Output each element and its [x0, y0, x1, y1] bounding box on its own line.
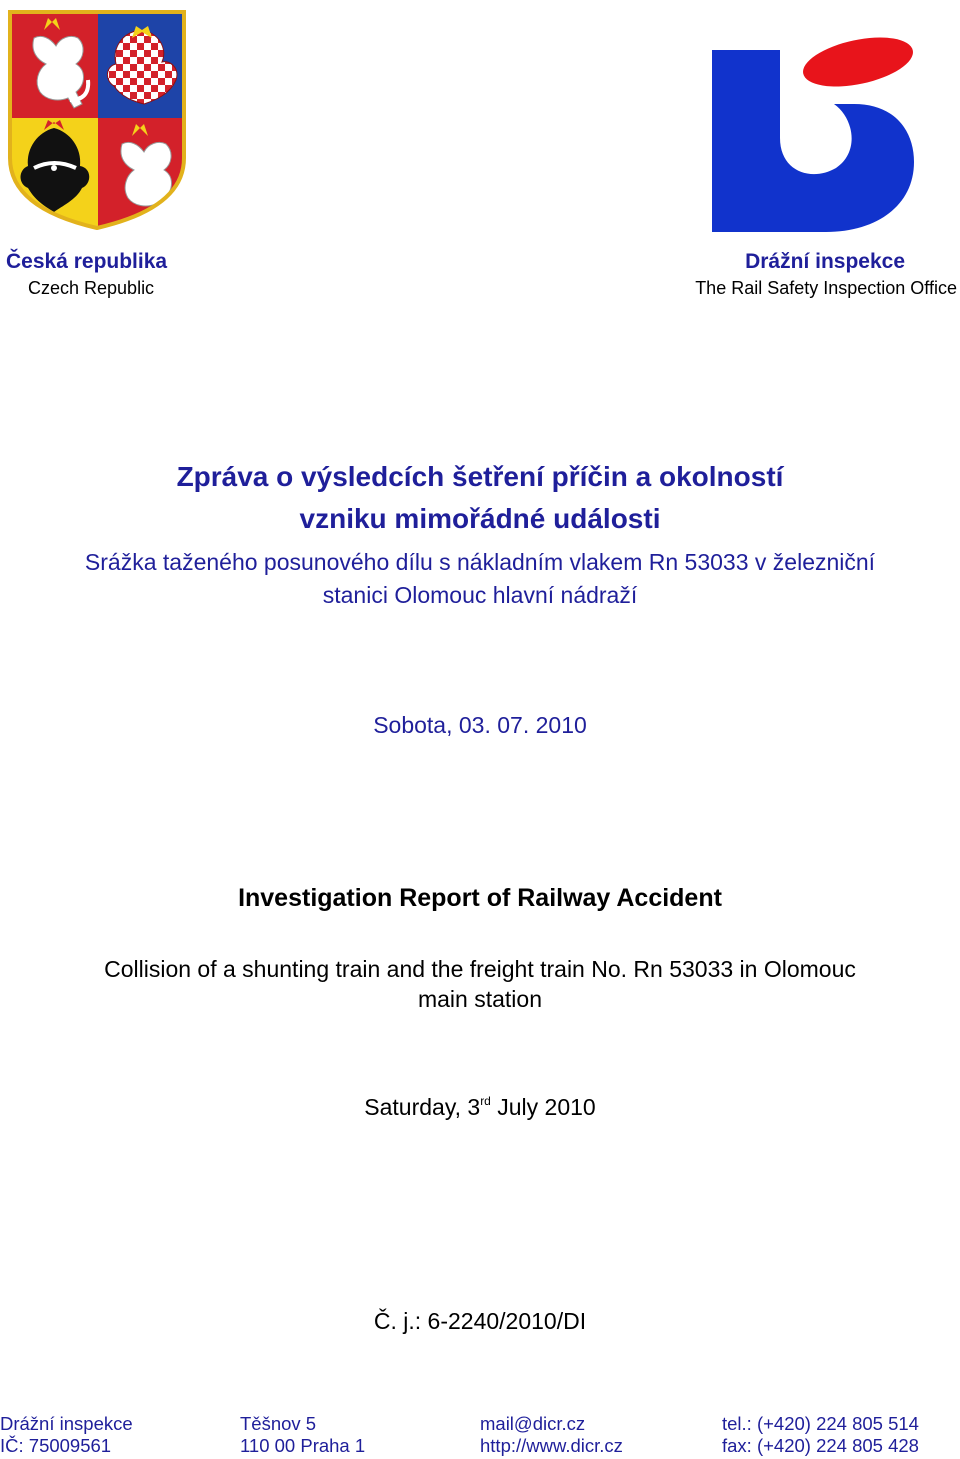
czech-report-subtitle	[0, 546, 960, 612]
footer-website-link[interactable]: http://www.dicr.cz	[480, 1435, 623, 1456]
czech-title-line-1: Zpráva o výsledcích šetření příčin a okolností	[176, 461, 784, 492]
footer-fax: fax: (+420) 224 805 428	[722, 1435, 919, 1456]
czech-date: Sobota, 03. 07. 2010	[373, 712, 587, 738]
footer-phone: tel.: (+420) 224 805 514	[722, 1413, 919, 1434]
header-left-title: Česká republika	[6, 250, 168, 273]
czech-title-line-2: vzniku mimořádné události	[299, 503, 661, 534]
rail-safety-inspection-logo-icon	[708, 22, 918, 234]
footer-company-id: IČ: 75009561	[0, 1435, 112, 1456]
header-right-subtitle: The Rail Safety Inspection Office	[695, 278, 957, 298]
english-date-ordinal: rd	[480, 1094, 491, 1108]
czech-report-title	[0, 456, 960, 540]
czech-subtitle-line-1: Srážka taženého posunového dílu s nákladním vlakem Rn 53033 v železniční	[84, 549, 876, 575]
footer-org-name: Drážní inspekce	[0, 1413, 133, 1434]
czech-coat-of-arms-icon	[4, 8, 190, 232]
reference-number: Č. j.: 6-2240/2010/DI	[373, 1308, 587, 1334]
header-right-title: Drážní inspekce	[745, 250, 905, 273]
english-date	[0, 1094, 960, 1121]
header-left-subtitle: Czech Republic	[28, 278, 155, 298]
english-report-subtitle	[0, 954, 960, 1014]
english-subtitle-line-2: main station	[417, 986, 542, 1012]
czech-subtitle-line-2: stanici Olomouc hlavní nádraží	[322, 582, 638, 608]
english-date-rest: July 2010	[490, 1094, 596, 1120]
english-subtitle-line-1: Collision of a shunting train and the freight train No. Rn 53033 in Olomouc	[104, 956, 856, 982]
footer-city: 110 00 Praha 1	[240, 1435, 366, 1456]
footer-street: Těšnov 5	[240, 1413, 317, 1434]
english-report-title: Investigation Report of Railway Accident	[238, 884, 722, 912]
footer-email[interactable]: mail@dicr.cz	[480, 1413, 586, 1434]
english-date-prefix: Saturday, 3	[364, 1094, 481, 1120]
